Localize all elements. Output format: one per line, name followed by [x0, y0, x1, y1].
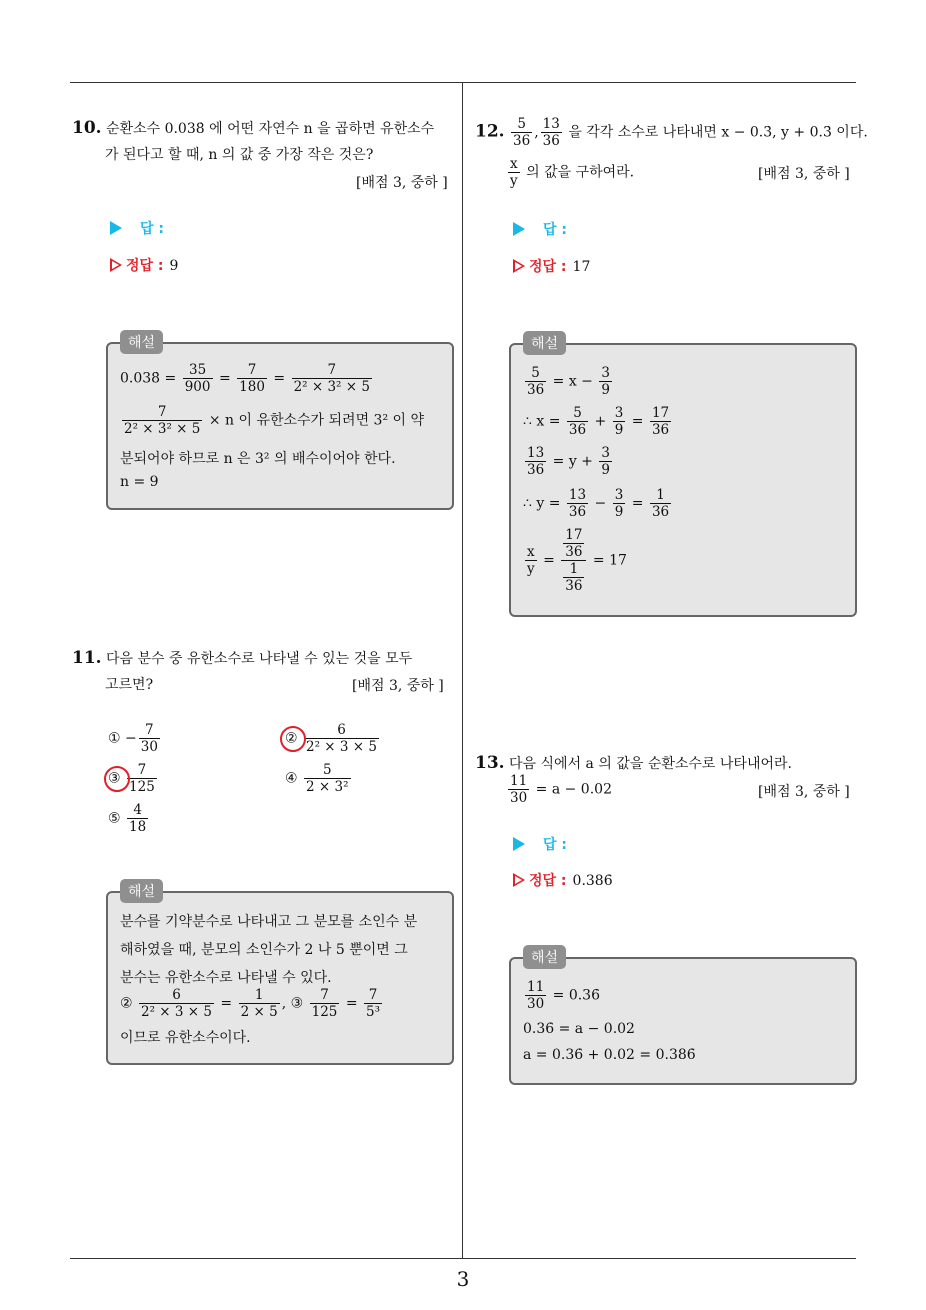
- play-icon: [513, 837, 525, 851]
- explanation-box: [509, 336, 857, 617]
- question-12-line2: $\frac{x}{y}$ 의 값을 구하여라.: [510, 156, 635, 189]
- explanation-box: [509, 950, 857, 1085]
- answer-field[interactable]: [513, 834, 567, 854]
- explanation-line: 이므로 유한소수이다.: [120, 1030, 251, 1046]
- compound-fraction: $\frac{\frac{17}{36}}{\frac{1}{36}}$: [561, 527, 586, 594]
- choice-4[interactable]: ④ $\frac{5}{\text{2 × 3²}}$: [285, 762, 349, 795]
- correct-label: 정답 :: [529, 259, 567, 275]
- selected-mark: [280, 726, 306, 752]
- question-10: [72, 115, 457, 168]
- selected-mark: [104, 766, 130, 792]
- question-text: 다음 분수 중 유한소수로 나타낼 수 있는 것을 모두: [106, 651, 413, 667]
- fraction: $\frac{7}{\text{2² × 3² × 5}}$: [293, 362, 370, 395]
- outline-triangle-icon: [513, 259, 525, 273]
- explanation-tag: 해설: [523, 331, 566, 355]
- explanation-line: $\frac{x}{y}$ = $\frac{\frac{17}{36}}{\frac{1}{36}}$ = 17: [527, 527, 627, 594]
- correct-value: 9: [169, 258, 179, 274]
- answer-label: 답 :: [140, 221, 164, 237]
- explanation-line: 분수는 유한소수로 나타낼 수 있다.: [120, 970, 332, 986]
- explanation-box: [106, 884, 454, 1065]
- choice-3[interactable]: ③ $\frac{7}{125}$: [108, 762, 155, 795]
- top-rule: [70, 82, 856, 83]
- explanation-line: $\frac{7}{\text{2² × 3² × 5}}$ × n 이 유한소수가 되려면 3² 이 약: [124, 404, 425, 437]
- outline-triangle-icon: [110, 258, 122, 272]
- correct-answer: [513, 256, 590, 276]
- score-meta: [배점 3, 중하 ]: [758, 166, 850, 182]
- score-meta: [배점 3, 중하 ]: [758, 784, 850, 800]
- fraction: $\frac{7}{180}$: [239, 362, 265, 395]
- column-divider: [462, 82, 463, 1258]
- choice-5[interactable]: ⑤ $\frac{4}{18}$: [108, 802, 147, 835]
- explanation-tag: 해설: [523, 945, 566, 969]
- explanation-tag: 해설: [120, 330, 163, 354]
- score-meta: [배점 3, 중하 ]: [356, 175, 448, 191]
- play-icon: [513, 222, 525, 236]
- question-number: 13.: [475, 753, 505, 773]
- play-icon: [110, 221, 122, 235]
- explanation-line: 0.36̇ = a − 0.02: [523, 1021, 635, 1037]
- choice-1[interactable]: ① − $\frac{7}{30}$: [108, 722, 158, 755]
- correct-label: 정답 :: [126, 258, 164, 274]
- question-text: 다음 식에서 a 의 값을 순환소수로 나타내어라.: [509, 756, 792, 772]
- question-13: [475, 753, 792, 773]
- explanation-line: 해하였을 때, 분모의 소인수가 2 나 5 뿐이면 그: [120, 942, 408, 958]
- question-text: 고르면?: [105, 677, 154, 693]
- explanation-line: 0.038̇ = $\frac{35}{900}$ = $\frac{7}{180}$ = $\frac{7}{\text{2² × 3² × 5}}$: [120, 362, 370, 395]
- fraction: $\frac{7}{\text{2² × 3² × 5}}$: [124, 404, 201, 437]
- choice-2[interactable]: ② $\frac{6}{\text{2² × 3 × 5}}$: [285, 722, 377, 755]
- explanation-line: $\frac{11}{30}$ = 0.36̇: [527, 979, 600, 1012]
- fraction: $\frac{35}{900}$: [184, 362, 211, 395]
- score-meta: [배점 3, 중하 ]: [352, 678, 444, 694]
- outline-triangle-icon: [513, 873, 525, 887]
- explanation-line: ∴ x = $\frac{5}{36}$ + $\frac{3}{9}$ = $\frac{17}{36}$: [523, 405, 670, 438]
- explanation-line: $\frac{5}{36}$ = x − $\frac{3}{9}$: [527, 365, 610, 398]
- question-text: 순환소수 0.038̇ 에 어떤 자연수 n 을 곱하면 유한소수: [106, 121, 435, 137]
- explanation-line: $\frac{13}{36}$ = y + $\frac{3}{9}$: [527, 445, 610, 478]
- question-number: 11.: [72, 648, 102, 668]
- answer-field[interactable]: [110, 218, 164, 238]
- answer-label: 답 :: [543, 222, 567, 238]
- explanation-line: n = 9: [120, 474, 159, 490]
- correct-value: 0.386̇: [572, 873, 613, 889]
- explanation-line: a = 0.36̇ + 0.02 = 0.386̇: [523, 1047, 696, 1063]
- question-text: 의 값을 구하여라.: [526, 164, 635, 181]
- explanation-line: ∴ y = $\frac{13}{36}$ − $\frac{3}{9}$ = $\frac{1}{36}$: [523, 487, 670, 520]
- question-text: 가 된다고 할 때, n 의 값 중 가장 작은 것은?: [105, 147, 374, 163]
- explanation-box: [106, 335, 454, 510]
- answer-label: 답 :: [543, 837, 567, 853]
- bottom-rule: [70, 1258, 856, 1259]
- question-12: 12. $\frac{5}{36}$ , $\frac{13}{36}$ 을 각각 소수로 나타내면 x − 0.3̇, y + 0.3̇ 이다.: [475, 116, 868, 149]
- question-13-line2: $\frac{11}{30}$ = a − 0.02: [510, 773, 612, 806]
- explanation-line: ② $\frac{6}{\text{2² × 3 × 5}}$ = $\frac{1}{2 \times 5}$ , ③ $\frac{7}{125}$ = $\frac{7}{\text{5³}}$: [120, 987, 381, 1020]
- question-text: 을 각각 소수로 나타내면 x − 0.3̇, y + 0.3̇ 이다.: [568, 124, 868, 141]
- explanation-line: 분수를 기약분수로 나타내고 그 분모를 소인수 분: [120, 914, 418, 930]
- question-number: 10.: [72, 118, 102, 138]
- correct-answer: [110, 255, 178, 275]
- explanation-tag: 해설: [120, 879, 163, 903]
- answer-field[interactable]: [513, 219, 567, 239]
- correct-answer: [513, 870, 613, 890]
- page-number: 3: [456, 1267, 470, 1291]
- correct-label: 정답 :: [529, 873, 567, 889]
- question-number: 12.: [475, 121, 505, 142]
- explanation-line: 분되어야 하므로 n 은 3² 의 배수이어야 한다.: [120, 451, 396, 467]
- correct-value: 17: [572, 259, 591, 275]
